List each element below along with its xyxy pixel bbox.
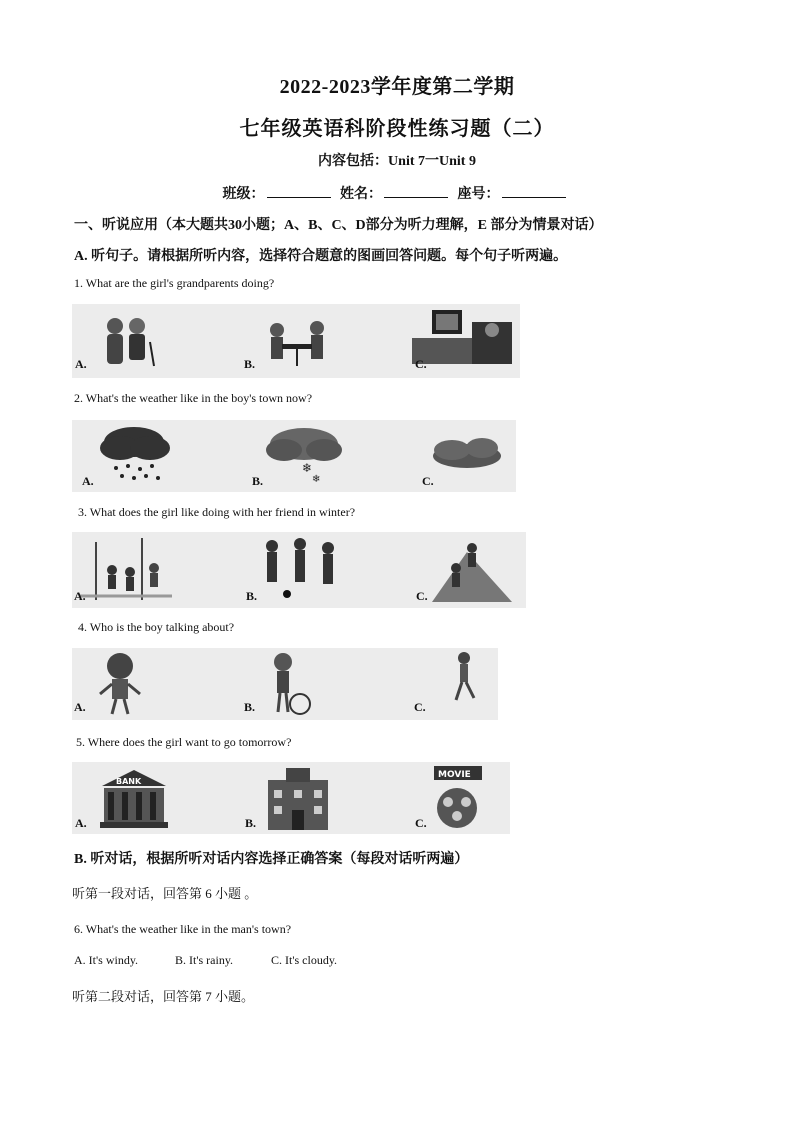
partA-heading: A. 听句子。请根据所听内容，选择符合题意的图画回答问题。每个句子听两遍。 <box>74 249 568 264</box>
question-5: 5. Where does the girl want to go tomorrow? <box>76 735 292 749</box>
mountain-climbing-icon <box>432 543 512 602</box>
dialog2-note: 听第二段对话，回答第 7 小题。 <box>72 989 255 1004</box>
q5-label-b: B. <box>245 816 257 830</box>
movie-sign-text: MOVIE <box>438 770 471 780</box>
q6-option-a: A. It's windy. <box>74 953 139 967</box>
boy-smiling-icon <box>100 653 140 714</box>
question-5-images <box>72 762 510 834</box>
question-4: 4. Who is the boy talking about? <box>78 620 235 634</box>
q2-illustrations <box>72 420 516 492</box>
partB-heading: B. 听对话，根据所听对话内容选择正确答案（每段对话听两遍） <box>74 852 469 867</box>
skating-in-snow-icon <box>80 538 172 600</box>
dialog1-note: 听第一段对话，回答第 6 小题 。 <box>72 886 258 901</box>
hospital-building-icon <box>268 768 328 830</box>
q2-label-c: C. <box>422 474 434 488</box>
q1-illustrations <box>72 304 520 378</box>
q4-label-c: C. <box>414 700 426 714</box>
elderly-couple-walking-icon <box>107 318 154 366</box>
class-blank[interactable] <box>267 185 331 198</box>
name-blank[interactable] <box>384 185 448 198</box>
contents-line: 内容包括：Unit 7一Unit 9 <box>318 154 476 169</box>
q5-label-a: A. <box>75 816 87 830</box>
question-3-images <box>72 532 526 608</box>
question-3: 3. What does the girl like doing with her friend in winter? <box>78 505 356 519</box>
q1-label-b: B. <box>244 357 256 371</box>
cinema-icon <box>434 766 482 828</box>
question-1-images <box>72 304 520 378</box>
question-4-images <box>72 648 498 720</box>
svg-text:❄: ❄ <box>312 474 321 485</box>
q4-label-b: B. <box>244 700 256 714</box>
question-2-images <box>72 420 516 492</box>
playing-soccer-icon <box>266 538 334 598</box>
q3-label-c: C. <box>416 589 428 603</box>
seat-label: 座号： <box>457 187 500 202</box>
q4-label-a: A. <box>74 700 86 714</box>
student-info-line <box>0 183 794 203</box>
section1-heading: 一、听说应用（本大题共30小题；A、B、C、D部分为听力理解，E 部分为情景对话） <box>74 218 603 233</box>
name-label: 姓名： <box>340 187 382 202</box>
playing-chess-icon <box>270 321 324 366</box>
svg-text:❄: ❄ <box>302 461 313 475</box>
q5-label-c: C. <box>415 816 427 830</box>
q6-option-b: B. It's rainy. <box>175 953 234 967</box>
q3-label-b: B. <box>246 589 258 603</box>
title-exam: 七年级英语科阶段性练习题（二） <box>239 118 555 140</box>
watching-tv-icon <box>412 310 512 364</box>
q2-label-b: B. <box>252 474 264 488</box>
class-label: 班级： <box>222 187 265 202</box>
q6-option-c: C. It's cloudy. <box>271 953 338 967</box>
question-1: 1. What are the girl's grandparents doing? <box>74 276 275 290</box>
bank-building-icon <box>100 770 168 828</box>
title-year: 2022-2023学年度第二学期 <box>279 76 515 98</box>
q4-illustrations <box>72 648 498 720</box>
q5-illustrations <box>72 762 510 834</box>
q1-label-a: A. <box>75 357 87 371</box>
question-6: 6. What's the weather like in the man's town? <box>74 922 292 936</box>
q3-label-a: A. <box>74 589 86 603</box>
seat-blank[interactable] <box>502 185 566 198</box>
rainy-cloud-icon <box>100 427 170 480</box>
bank-sign-text: BANK <box>116 777 142 786</box>
cloudy-icon <box>433 438 501 468</box>
question-2: 2. What's the weather like in the boy's town now? <box>74 391 313 405</box>
boy-with-bike-icon <box>274 653 310 714</box>
snowy-cloud-icon <box>266 428 342 485</box>
q3-illustrations <box>72 532 526 608</box>
q1-label-c: C. <box>415 357 427 371</box>
boy-running-icon <box>456 652 474 700</box>
q2-label-a: A. <box>82 474 94 488</box>
